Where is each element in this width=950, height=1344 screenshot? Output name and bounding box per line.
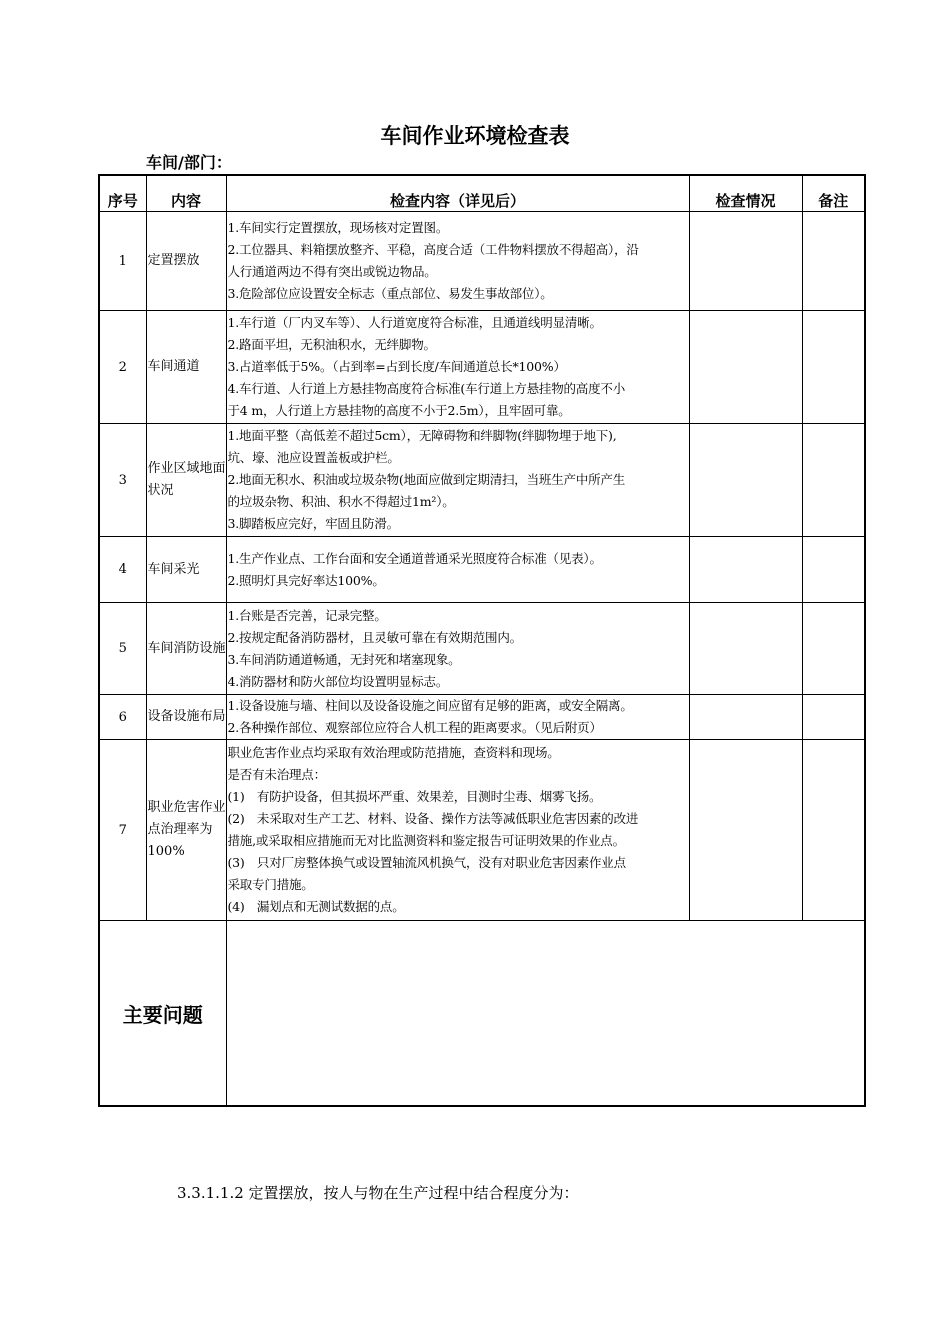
row-topic: 车间采光 <box>146 537 226 603</box>
header-remark: 备注 <box>802 175 865 212</box>
check-item-line: 2.照明灯具完好率达100%。 <box>227 572 385 588</box>
row-remark-field[interactable] <box>802 424 865 537</box>
row-remark-field[interactable] <box>802 537 865 603</box>
row-topic: 车间消防设施 <box>146 603 226 695</box>
row-topic: 定置摆放 <box>146 212 226 311</box>
check-item-line: 的垃圾杂物、积油、积水不得超过1m²）。 <box>227 494 455 509</box>
check-item-line: 3.脚踏板应完好，牢固且防滑。 <box>227 516 399 531</box>
issues-field[interactable] <box>226 921 865 1107</box>
footer-paragraph: 3.3.1.1.2 定置摆放，按人与物在生产过程中结合程度分为： <box>177 1184 579 1202</box>
row-status-field[interactable] <box>689 424 802 537</box>
check-item-line: 2.各种操作部位、观察部位应符合人机工程的距离要求。（见后附页） <box>227 720 602 735</box>
check-item-line: (3) 只对厂房整体换气或设置轴流风机换气，没有对职业危害因素作业点 <box>227 855 626 870</box>
table-row <box>99 311 865 424</box>
check-item-line: 是否有未治理点： <box>227 767 326 782</box>
table-row <box>99 424 865 537</box>
row-remark-field[interactable] <box>802 603 865 695</box>
check-item-line: 于4 m，人行道上方悬挂物的高度不小于2.5m），且牢固可靠。 <box>227 403 571 418</box>
check-item-line: 1.车行道（厂内叉车等）、人行道宽度符合标准，且通道线明显清晰。 <box>227 315 602 330</box>
row-items <box>226 695 689 740</box>
row-items <box>226 424 689 537</box>
table-row <box>99 740 865 921</box>
row-remark-field[interactable] <box>802 695 865 740</box>
check-item-line: 2.按规定配备消防器材，且灵敏可靠在有效期范围内。 <box>227 629 522 645</box>
check-item-line: 3.危险部位应设置安全标志（重点部位、易发生事故部位）。 <box>227 286 553 301</box>
inspection-table <box>98 174 866 1107</box>
row-status-field[interactable] <box>689 695 802 740</box>
row-remark-field[interactable] <box>802 740 865 921</box>
check-item-line: 4.车行道、人行道上方悬挂物高度符合标准(车行道上方悬挂物的高度不小 <box>227 381 626 396</box>
check-item-line: 1.设备设施与墙、柱间以及设备设施之间应留有足够的距离，或安全隔离。 <box>227 698 633 713</box>
row-items <box>226 740 689 921</box>
table-row <box>99 212 865 311</box>
row-seq: 5 <box>99 603 146 695</box>
table-row <box>99 695 865 740</box>
row-status-field[interactable] <box>689 740 802 921</box>
check-item-line: 1.台账是否完善，记录完整。 <box>227 607 387 623</box>
check-item-line: 人行通道两边不得有突出或锐边物品。 <box>227 264 437 279</box>
row-seq: 7 <box>99 740 146 921</box>
check-item-line: 采取专门措施。 <box>227 877 314 892</box>
row-status-field[interactable] <box>689 212 802 311</box>
check-item-line: 2.路面平坦，无积油积水，无绊脚物。 <box>227 337 436 352</box>
check-item-line: 职业危害作业点均采取有效治理或防范措施，查资料和现场。 <box>227 745 560 760</box>
row-remark-field[interactable] <box>802 311 865 424</box>
row-items <box>226 212 689 311</box>
row-seq: 2 <box>99 311 146 424</box>
row-topic: 车间通道 <box>146 311 226 424</box>
check-item-line: 措施,或采取相应措施而无对比监测资料和鉴定报告可证明效果的作业点。 <box>227 833 625 848</box>
row-seq: 4 <box>99 537 146 603</box>
check-item-line: 3.占道率低于5%。（占到率=占到长度/车间通道总长*100%） <box>227 359 566 374</box>
row-remark-field[interactable] <box>802 212 865 311</box>
header-items: 检查内容（详见后） <box>226 175 689 212</box>
check-item-line: 3.车间消防通道畅通，无封死和堵塞现象。 <box>227 651 461 667</box>
check-item-line: 4.消防器材和防火部位均设置明显标志。 <box>227 673 449 689</box>
check-item-line: (4) 漏划点和无测试数据的点。 <box>227 899 405 914</box>
check-item-line: (1) 有防护设备，但其损坏严重、效果差，目测时尘毒、烟雾飞扬。 <box>227 789 602 804</box>
table-header-row <box>99 175 865 212</box>
row-status-field[interactable] <box>689 311 802 424</box>
table-row <box>99 603 865 695</box>
row-seq: 1 <box>99 212 146 311</box>
row-status-field[interactable] <box>689 537 802 603</box>
check-item-line: (2) 未采取对生产工艺、材料、设备、操作方法等减低职业危害因素的改进 <box>227 811 639 826</box>
check-item-line: 2.地面无积水、积油或垃圾杂物(地面应做到定期清扫，当班生产中所产生 <box>227 472 626 487</box>
row-seq: 3 <box>99 424 146 537</box>
row-items <box>226 603 689 695</box>
row-topic: 作业区域地面状况 <box>146 424 226 537</box>
check-item-line: 1.地面平整（高低差不超过5cm），无障碍物和绊脚物(绊脚物埋于地下), <box>227 428 617 443</box>
issues-row <box>99 921 865 1107</box>
row-topic: 职业危害作业点治理率为100% <box>146 740 226 921</box>
check-item-line: 2.工位器具、料箱摆放整齐、平稳，高度合适（工件物料摆放不得超高），沿 <box>227 242 639 257</box>
row-status-field[interactable] <box>689 603 802 695</box>
header-topic: 内容 <box>146 175 226 212</box>
row-seq: 6 <box>99 695 146 740</box>
check-item-line: 1.车间实行定置摆放，现场核对定置图。 <box>227 220 449 235</box>
check-item-line: 坑、壕、池应设置盖板或护栏。 <box>227 450 400 465</box>
row-items <box>226 537 689 603</box>
department-label: 车间/部门： <box>146 153 232 172</box>
table-row <box>99 537 865 603</box>
check-item-line: 1.生产作业点、工作台面和安全通道普通采光照度符合标准（见表）。 <box>227 550 602 566</box>
issues-label: 主要问题 <box>99 921 226 1107</box>
header-seq: 序号 <box>99 175 146 212</box>
row-items <box>226 311 689 424</box>
header-status: 检查情况 <box>689 175 802 212</box>
row-topic: 设备设施布局 <box>146 695 226 740</box>
page-title: 车间作业环境检查表 <box>380 124 570 148</box>
